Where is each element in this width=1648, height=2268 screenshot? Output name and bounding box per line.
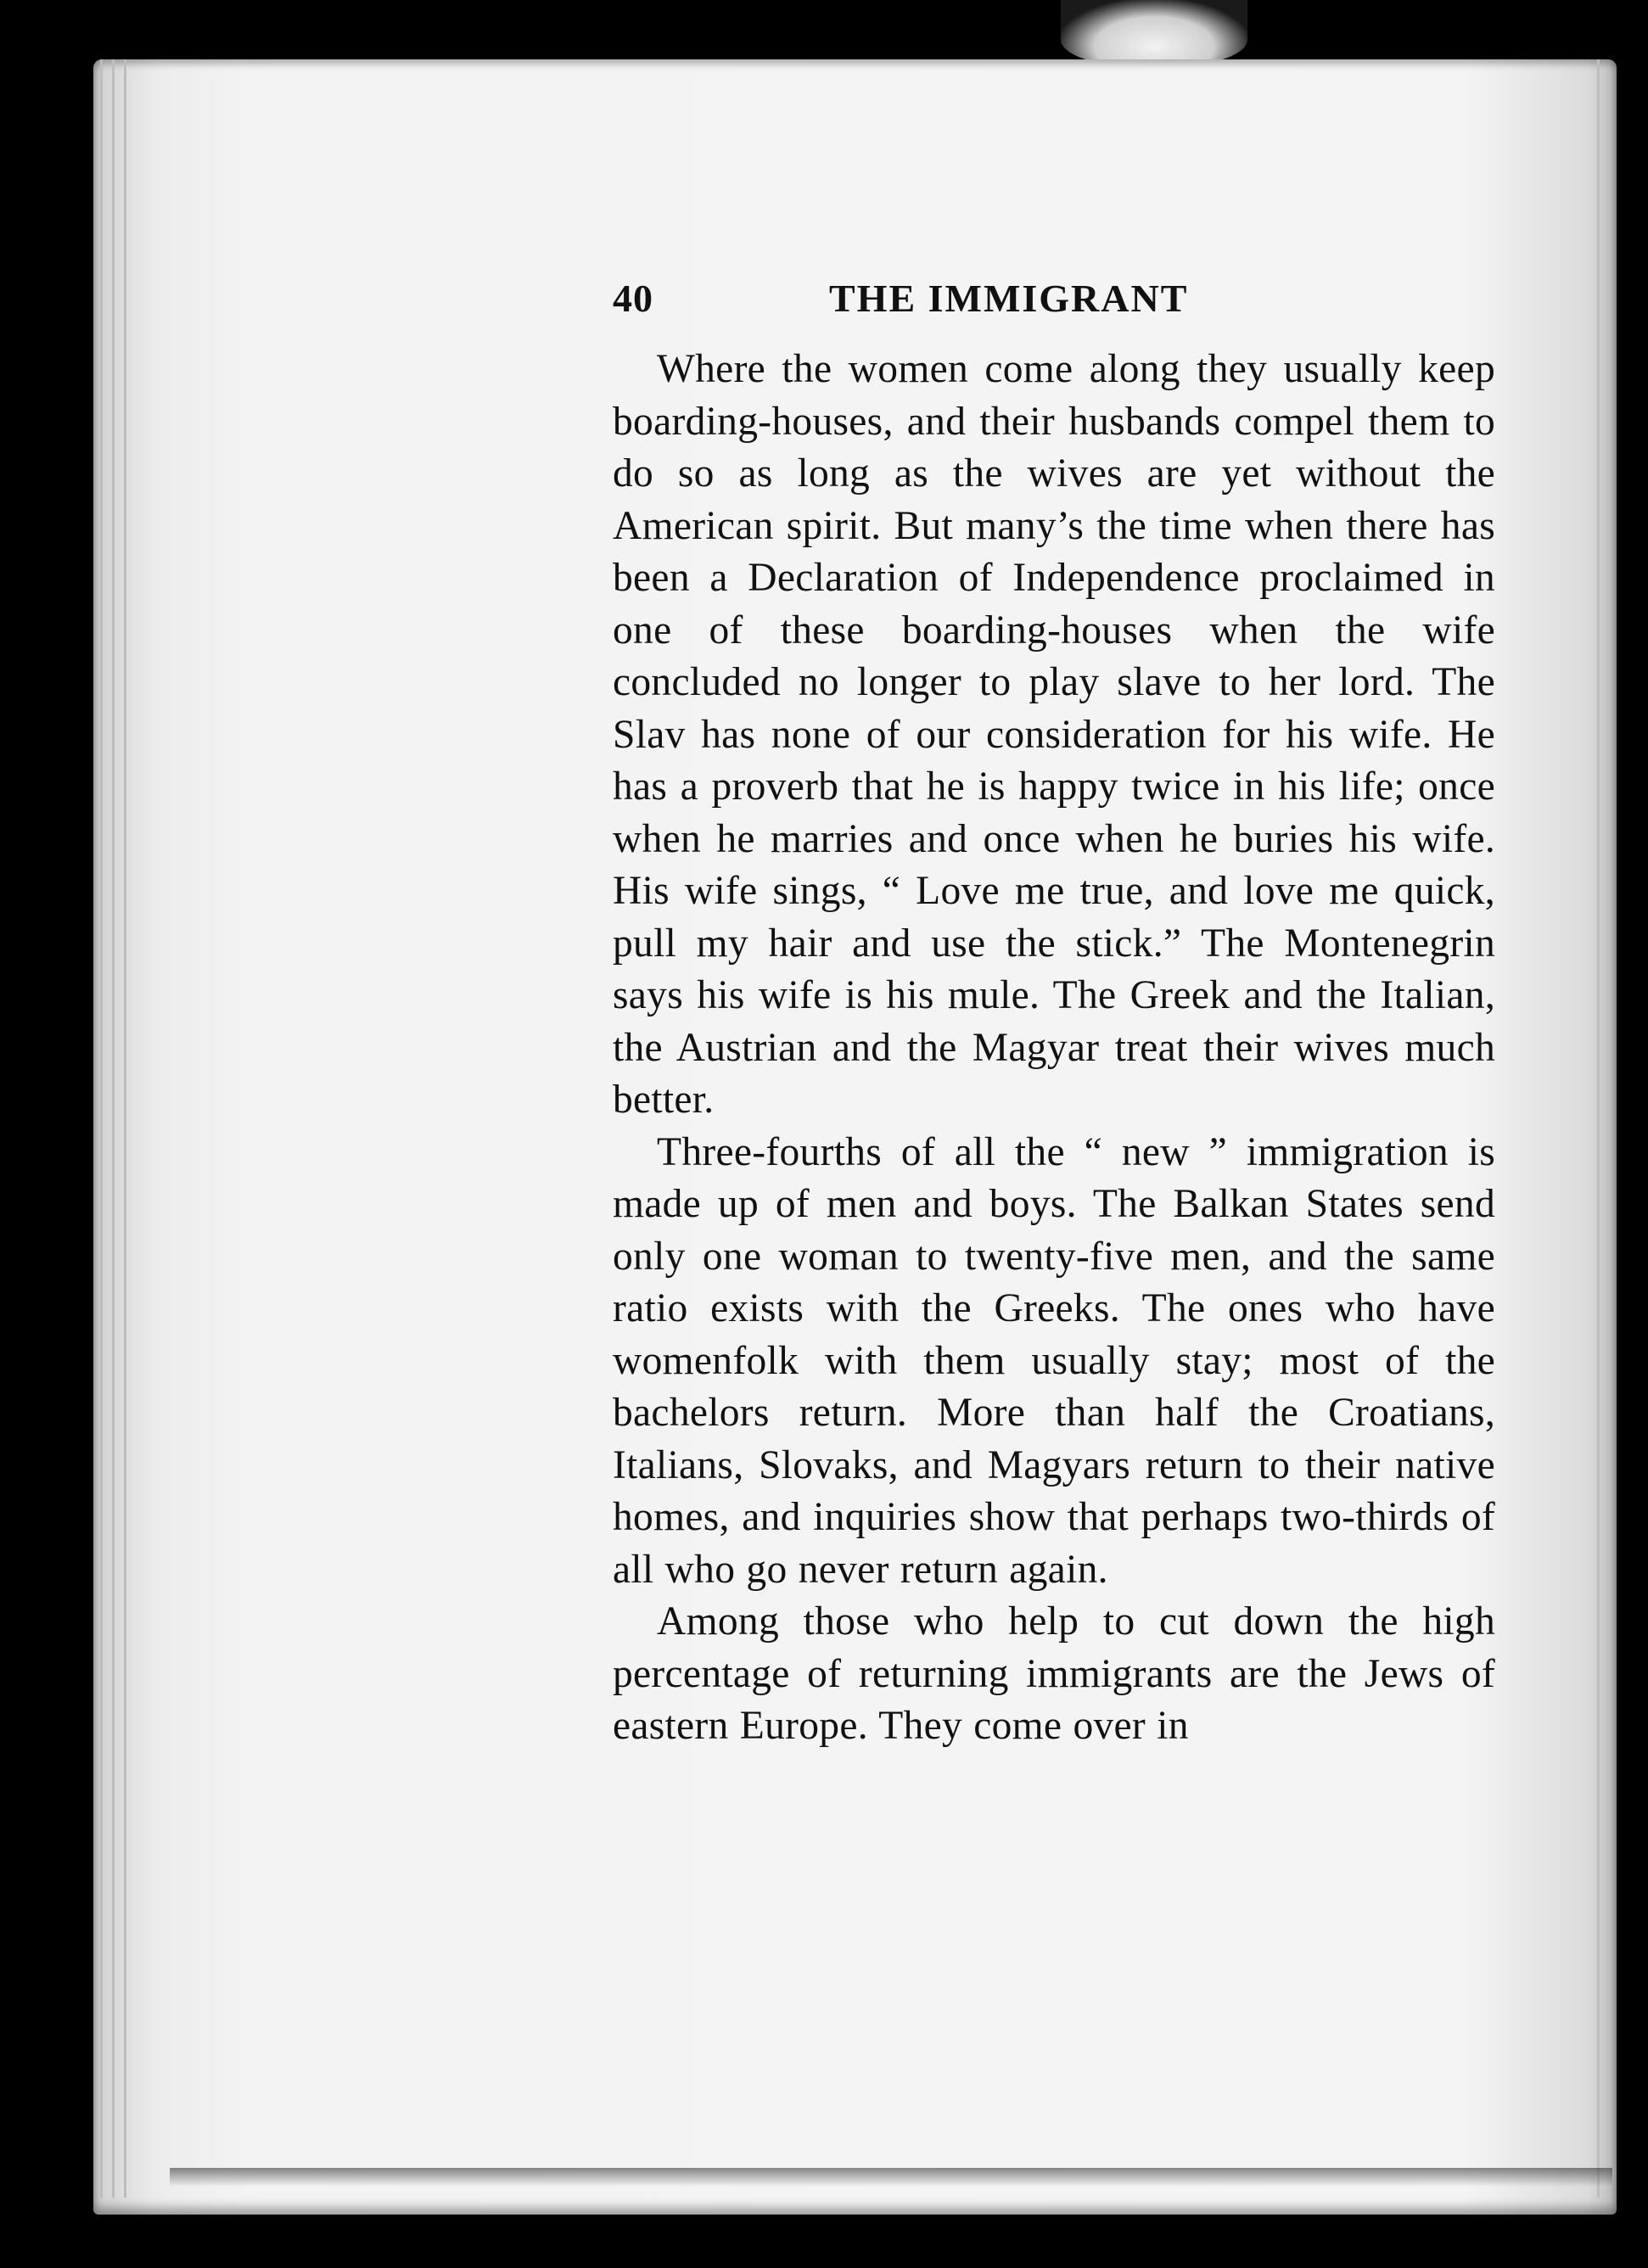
page-bottom-shadow <box>170 2168 1612 2187</box>
running-title: THE IMMIGRANT <box>829 277 1189 320</box>
page-edge-line <box>124 59 126 2198</box>
running-head <box>613 276 1495 327</box>
page-edge-line <box>100 59 103 2198</box>
page-text-block <box>613 276 1495 1753</box>
page-edge-line <box>112 59 115 2198</box>
paragraph: Where the women come along they usually keep boarding-houses, and their husbands compel them to do so as long as the wives are yet without the American spirit. But many’s the time when there has been a Declaration of Independence proclaimed in one of these boarding-houses when the wife concluded no longer to play slave to her lord. The Slav has none of our consideration for his wife. He has a proverb that he is happy twice in his life; once when he marries and once when he buries his wife. His wife sings, “ Love me true, and love me quick, pull my hair and use the stick.” The Montenegrin says his wife is his mule. The Greek and the Italian, the Austrian and the Magyar treat their wives much better. <box>613 347 1495 1122</box>
paragraph: Among those who help to cut down the high percentage of returning immigrants are the Jews of eastern Europe. They come over in <box>613 1599 1495 1748</box>
body-text <box>613 344 1495 1753</box>
paragraph: Three-fourths of all the “ new ” immigration is made up of men and boys. The Balkan States send only one woman to twenty-five men, and the same ratio exists with the Greeks. The ones who have womenfolk with them usually stay; most of the bachelors return. More than half the Croatians, Italians, Slovaks, and Magyars return to their native homes, and inquiries show that perhaps two-thirds of all who go never return again. <box>613 1129 1495 1592</box>
page-edge-line <box>1597 59 1600 2198</box>
torn-paper-fragment <box>1061 0 1247 66</box>
page-number: 40 <box>613 277 653 320</box>
